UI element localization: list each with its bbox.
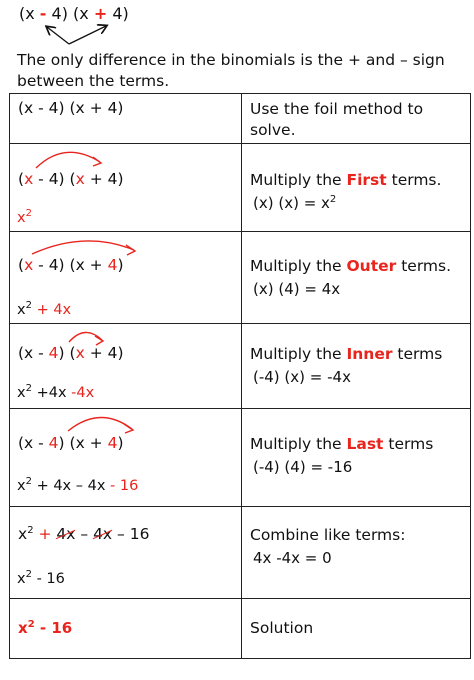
table-row <box>10 324 471 409</box>
step-calculation: (-4) (x) = -4x <box>253 368 351 386</box>
foil-steps-table <box>9 93 471 659</box>
plus-sign: + <box>93 4 108 23</box>
header-expression: (x - 4) (x + 4) <box>19 4 129 23</box>
step-description: Multiply the Inner terms <box>250 345 443 363</box>
step-description: Multiply the First terms. <box>250 171 442 189</box>
solution-label: Solution <box>250 619 314 637</box>
binomial-expression: (x - 4) (x + 4) <box>18 170 124 188</box>
table-row <box>10 144 471 232</box>
step-description: Multiply the Outer terms. <box>250 257 452 275</box>
partial-result: $x^2 +4x$ -4x <box>17 383 95 401</box>
table-row <box>10 599 471 659</box>
first-arc-icon <box>10 144 241 232</box>
partial-result: $x^2 + 4x$ <box>17 300 72 318</box>
binomial-expression: (x - 4) (x + 4) <box>18 256 124 274</box>
step-calculation: (x) $(x) = x^2$ <box>253 194 337 212</box>
binomial-expression: (x - 4) (x + 4) <box>18 344 124 362</box>
step-calculation: 4x -4x = 0 <box>253 549 332 567</box>
cancelled-term: 4x <box>93 525 113 543</box>
combined-expression: $x^2 + 4x - 4x - 16$ <box>18 525 150 543</box>
table-row <box>10 232 471 324</box>
table-row <box>10 409 471 507</box>
step-description: Multiply the Last terms <box>250 435 434 453</box>
table-row <box>10 507 471 599</box>
simplified-result: $x^2 - 16$ <box>17 569 65 587</box>
step-description: Combine like terms: <box>250 526 406 544</box>
binomial-expression: (x - 4) (x + 4) <box>18 99 124 117</box>
minus-sign: - <box>39 4 47 23</box>
step-description: Use the foil method to solve. <box>250 100 424 139</box>
step-calculation: (-4) (4) = -16 <box>253 458 353 476</box>
cancelled-term: 4x <box>56 525 76 543</box>
final-solution: $x^2 - 16$ <box>18 619 73 637</box>
partial-result: $x^2$ <box>17 208 32 226</box>
step-calculation: (x) (4) = 4x <box>253 280 341 298</box>
partial-result: $x^2 + 4x - 4x - 16$ <box>17 476 139 494</box>
table-row <box>10 94 471 144</box>
intro-text: The only difference in the binomials is the + and – sign between the terms. <box>17 51 445 90</box>
binomial-expression: (x - 4) (x + 4) <box>18 434 124 452</box>
sign-arrows-icon <box>0 0 474 50</box>
